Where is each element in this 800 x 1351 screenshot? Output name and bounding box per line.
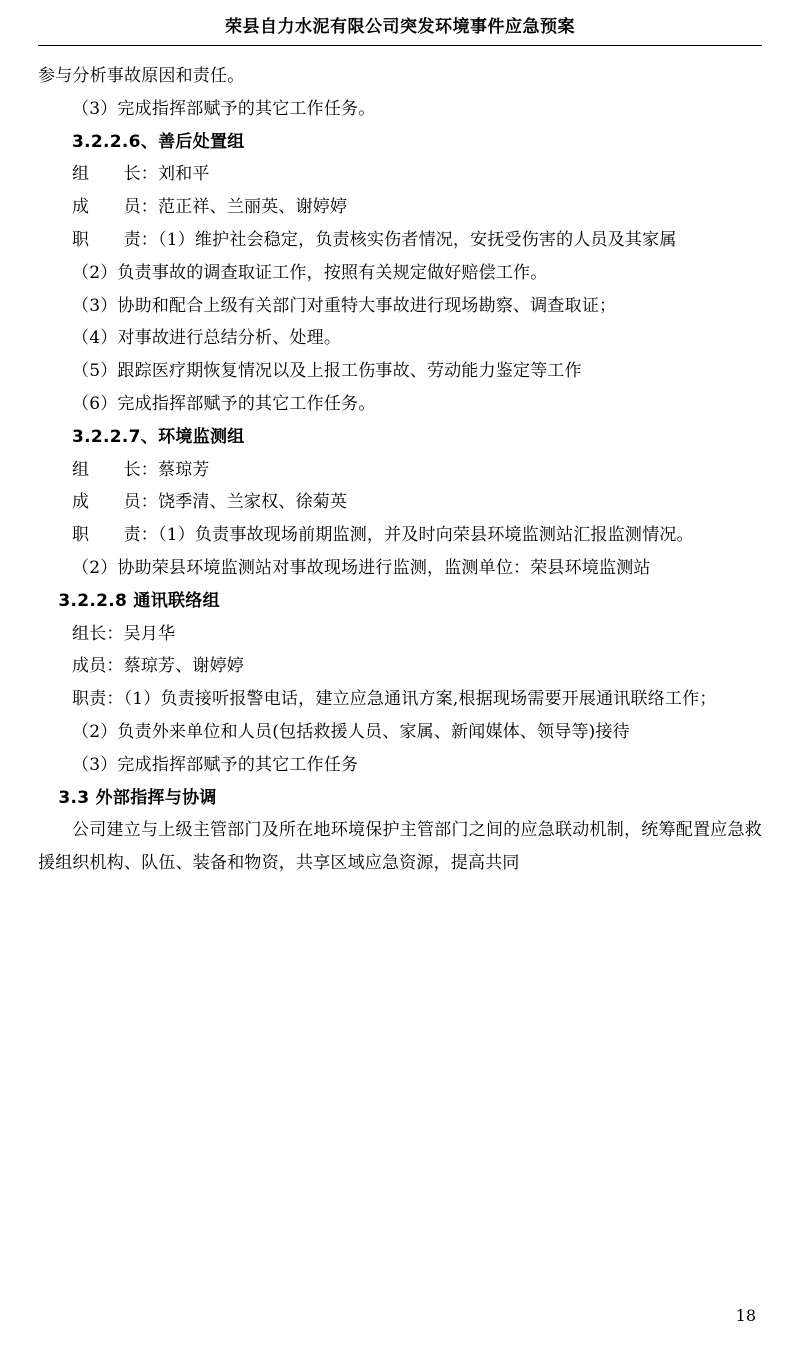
header-divider [38, 45, 762, 46]
document-body [38, 60, 762, 880]
role-line: 组长：吴月华 [72, 623, 176, 644]
paragraph: （6）完成指挥部赋予的其它工作任务。 [72, 393, 376, 414]
paragraph: （3）协助和配合上级有关部门对重特大事故进行现场勘察、调查取证； [72, 295, 617, 316]
section-heading: 3.2.2.6、善后处置组 [72, 131, 245, 152]
paragraph: （2）负责外来单位和人员(包括救援人员、家属、新闻媒体、领导等)接待 [72, 721, 630, 742]
role-line: 组 长：蔡琼芳 [72, 459, 210, 480]
role-line: 职责：（1）负责接听报警电话，建立应急通讯方案,根据现场需要开展通讯联络工作； [72, 689, 717, 710]
section-heading: 3.2.2.7、环境监测组 [72, 426, 245, 447]
section-heading: 3.3 外部指挥与协调 [58, 787, 217, 808]
paragraph: （3）完成指挥部赋予的其它工作任务 [72, 754, 359, 775]
paragraph: （2）负责事故的调查取证工作，按照有关规定做好赔偿工作。 [72, 262, 548, 283]
role-line: 成 员：饶季清、兰家权、徐菊英 [72, 492, 348, 513]
role-line: 组 长：刘和平 [72, 164, 210, 185]
paragraph: 公司建立与上级主管部门及所在地环境保护主管部门之间的应急联动机制，统筹配置应急救援组织机构、队伍、装备和物资，共享区域应急资源，提高共同 [38, 820, 762, 874]
paragraph: （3）完成指挥部赋予的其它工作任务。 [72, 98, 376, 119]
role-line: 成 员：范正祥、兰丽英、谢婷婷 [72, 197, 348, 218]
role-line: 职 责：（1）维护社会稳定，负责核实伤者情况，安抚受伤害的人员及其家属 [72, 229, 677, 250]
page-header-title: 荣县自力水泥有限公司突发环境事件应急预案 [225, 17, 575, 37]
paragraph: （5）跟踪医疗期恢复情况以及上报工伤事故、劳动能力鉴定等工作 [72, 361, 582, 382]
page-number: 18 [735, 1306, 756, 1325]
paragraph: （2）协助荣县环境监测站对事故现场进行监测，监测单位：荣县环境监测站 [72, 557, 651, 578]
paragraph: （4）对事故进行总结分析、处理。 [72, 328, 342, 349]
role-line: 成员：蔡琼芳、谢婷婷 [72, 656, 244, 677]
role-line: 职 责：（1）负责事故现场前期监测，并及时向荣县环境监测站汇报监测情况。 [72, 525, 694, 546]
paragraph: 参与分析事故原因和责任。 [38, 66, 245, 86]
section-heading: 3.2.2.8 通讯联络组 [58, 590, 220, 611]
